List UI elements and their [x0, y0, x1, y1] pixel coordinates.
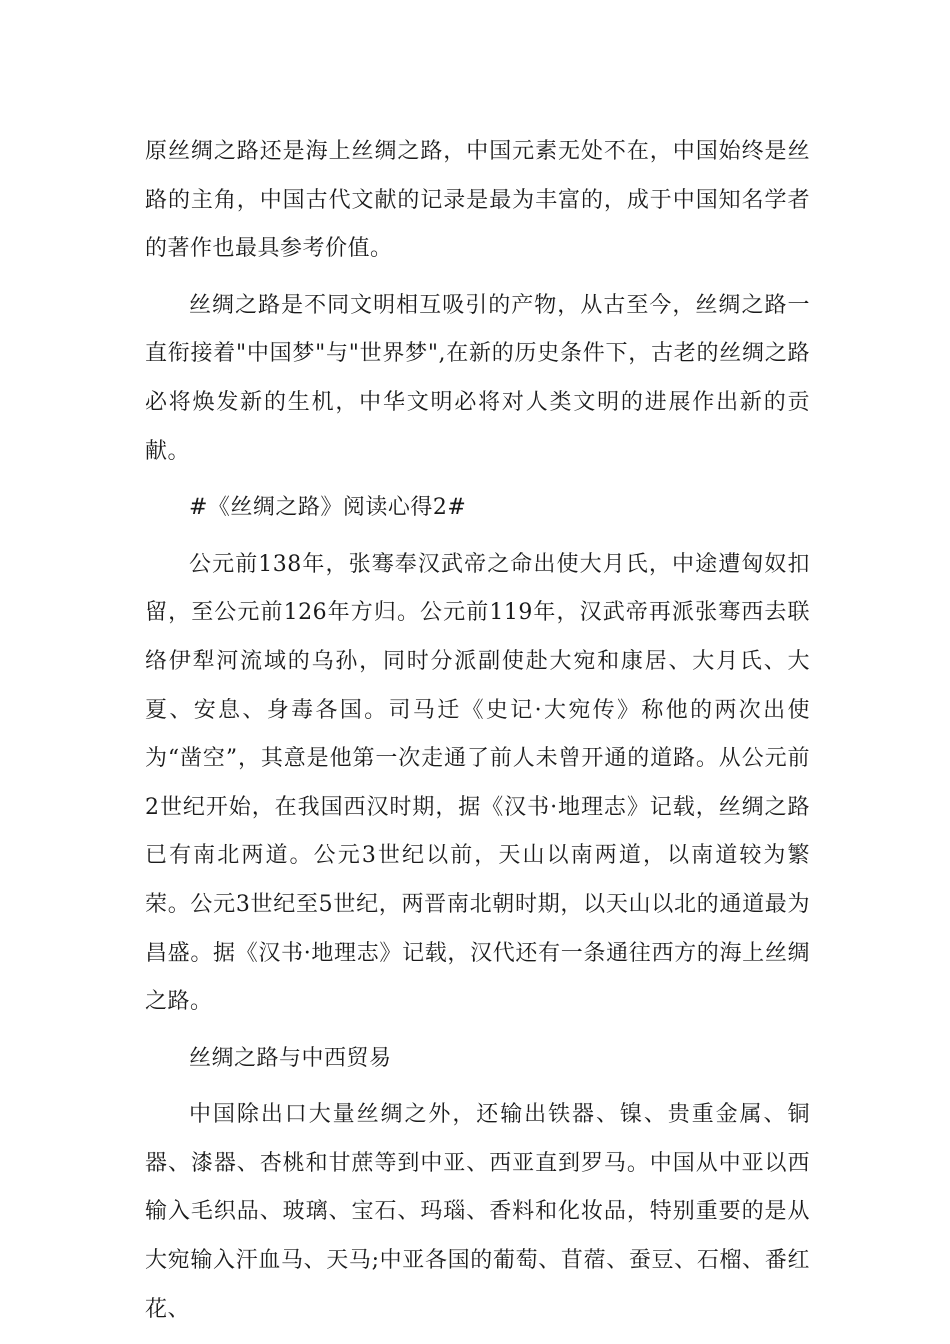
section-heading-reading-notes-2: #《丝绸之路》阅读心得2#	[189, 495, 467, 521]
paragraph-2: 丝绸之路是不同文明相互吸引的产物，从古至今，丝绸之路一直衔接着"中国梦"与"世界梦",在新的历史条件下，古老的丝绸之路必将焕发新的生机，中华文明必将对人类文明的进展作出新的贡献。	[145, 292, 810, 464]
paragraph-4: 公元前138年，张骞奉汉武帝之命出使大月氏，中途遭匈奴扣留，至公元前126年方归。公元前119年，汉武帝再派张骞西去联络伊犁河流域的乌孙，同时分派副使赴大宛和康居、大月氏、大夏、安息、身毒各国。司马迁《史记·大宛传》称他的两次出使为“凿空”，其意是他第一次走通了前人未曾开通的道路。从公元前2世纪开始，在我国西汉时期，据《汉书·地理志》记载，丝绸之路已有南北两道。公元3世纪以前，天山以南两道，以南道较为繁荣。公元3世纪至5世纪，两晋南北朝时期，以天山以北的通道最为昌盛。据《汉书·地理志》记载，汉代还有一条通往西方的海上丝绸之路。	[145, 551, 810, 1015]
paragraph-6: 中国除出口大量丝绸之外，还输出铁器、镍、贵重金属、铜器、漆器、杏桃和甘蔗等到中亚、西亚直到罗马。中国从中亚以西输入毛织品、玻璃、宝石、玛瑙、香料和化妆品，特别重要的是从大宛输入汗血马、天马;中亚各国的葡萄、苜蓿、蚕豆、石榴、番红花、	[145, 1102, 810, 1322]
document-body	[145, 128, 810, 1334]
paragraph-1: 原丝绸之路还是海上丝绸之路，中国元素无处不在，中国始终是丝路的主角，中国古代文献的记录是最为丰富的，成于中国知名学者的著作也最具参考价值。	[145, 139, 810, 262]
section-heading-silk-road-trade: 丝绸之路与中西贸易	[189, 1045, 392, 1071]
